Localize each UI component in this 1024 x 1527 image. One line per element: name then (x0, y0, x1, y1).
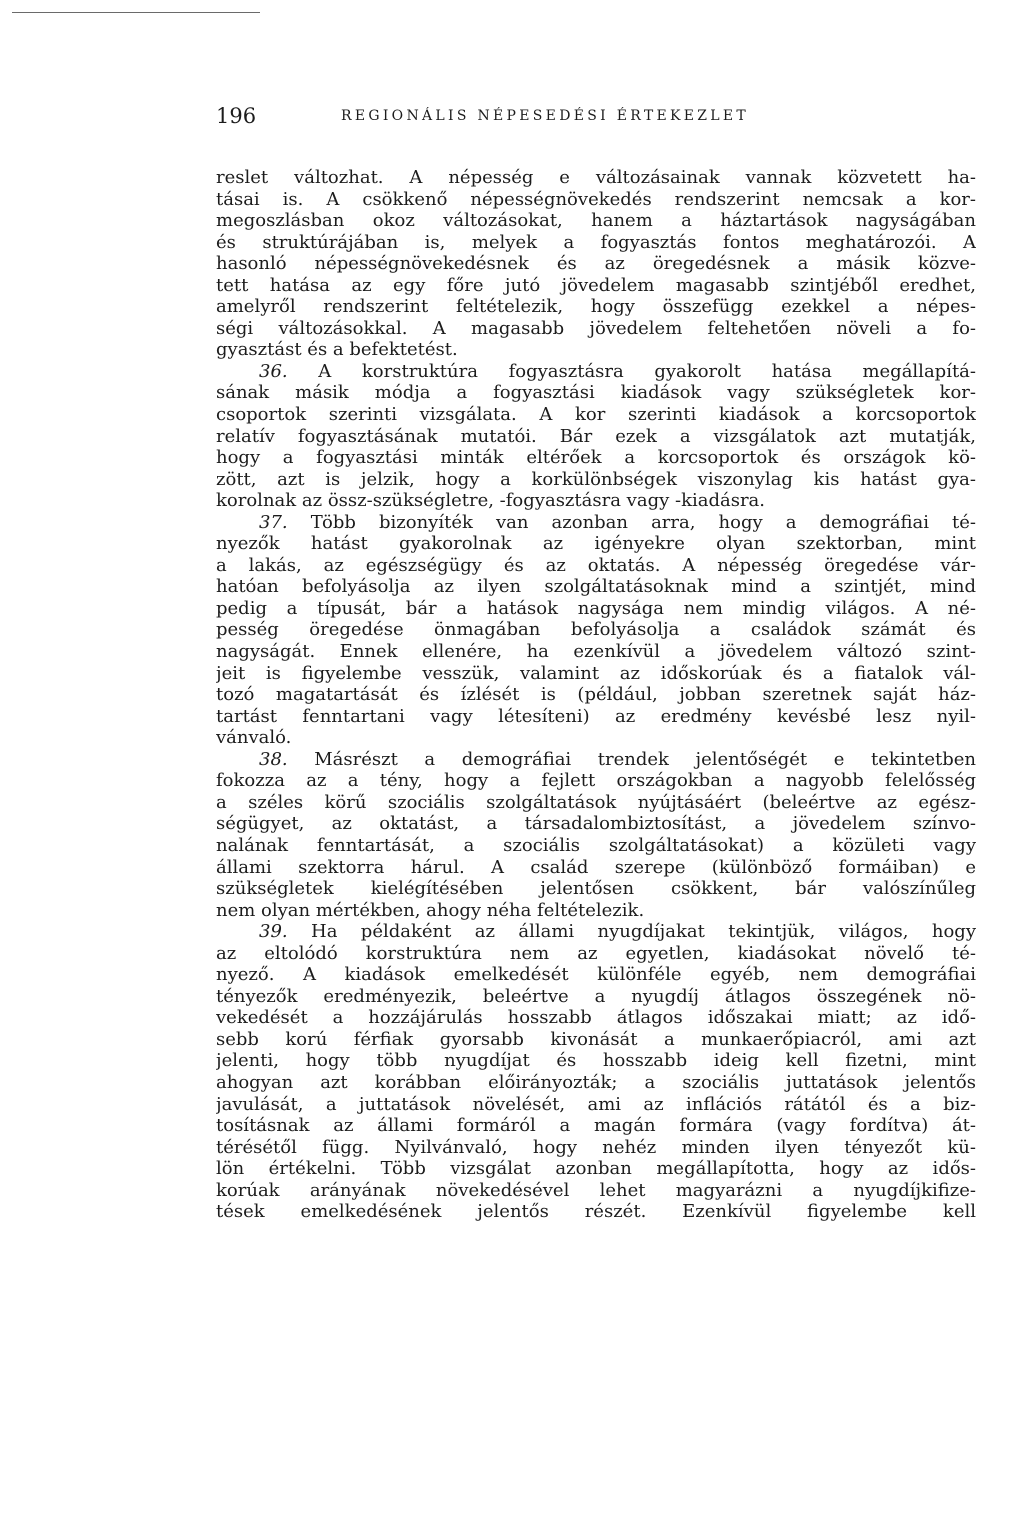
paragraph-number: 39. (259, 921, 288, 943)
line-text: jelenti, hogy több nyugdíjat és hosszabb ideig kell fizetni, mint (216, 1050, 976, 1072)
line-text: megoszlásban okoz változásokat, hanem a háztartások nagyságában (216, 210, 976, 232)
text-line (216, 469, 976, 491)
line-text: hasonló népességnövekedésnek és az öregedésnek a másik közve- (216, 253, 976, 275)
line-text: fokozza az a tény, hogy a fejlett országokban a nagyobb felelősség (216, 770, 976, 792)
text-line (216, 189, 976, 211)
text-line (216, 490, 976, 512)
text-line (216, 1201, 976, 1223)
line-text: szükségletek kielégítésében jelentősen csökkent, bár valószínűleg (216, 878, 976, 900)
line-text: A korstruktúra fogyasztásra gyakorolt hatása megállapítá- (287, 360, 976, 382)
line-text: az eltolódó korstruktúra nem az egyetlen, kiadásokat növelő té- (216, 942, 976, 964)
line-text: és struktúrájában is, melyek a fogyasztás fontos meghatározói. A (216, 231, 976, 253)
line-text: gyasztást és a befektetést. (216, 339, 458, 361)
text-line (216, 404, 976, 426)
line-text: ségi változásokkal. A magasabb jövedelem feltehetően növeli a fo- (216, 317, 976, 339)
line-text: Több bizonyíték van azonban arra, hogy a demográfiai té- (287, 511, 976, 533)
line-text: tések emelkedésének jelentős részét. Ezenkívül figyelembe kell (216, 1201, 976, 1223)
text-line (216, 318, 976, 340)
text-line (216, 1115, 976, 1137)
text-line (216, 1007, 976, 1029)
line-text: a széles körű szociális szolgáltatások nyújtásáért (beleértve az egész- (216, 791, 976, 813)
text-line (216, 1180, 976, 1202)
text-line (216, 210, 976, 232)
line-text: tosításnak az állami formáról a magán formára (vagy fordítva) át- (216, 1115, 976, 1137)
line-text: amelyről rendszerint feltételezik, hogy összefügg ezekkel a népes- (216, 296, 976, 318)
line-text: hogy a fogyasztási minták eltérőek a korcsoportok és országok kö- (216, 447, 976, 469)
text-line (216, 1158, 976, 1180)
text-line (216, 555, 976, 577)
text-line (216, 426, 976, 448)
line-text: vekedését a hozzájárulás hosszabb átlagos időszakai miatt; az idő- (216, 1007, 976, 1029)
paragraph-first-line (216, 512, 976, 534)
line-text: tényezők eredményezik, beleértve a nyugdíj átlagos összegének nö- (216, 985, 976, 1007)
line-text: csoportok szerinti vizsgálata. A kor szerinti kiadások a korcsoportok (216, 404, 976, 426)
line-text: tásai is. A csökkenő népességnövekedés rendszerint nemcsak a kor- (216, 188, 976, 210)
text-line (216, 382, 976, 404)
page-number: 196 (216, 104, 257, 128)
text-line (216, 964, 976, 986)
line-text: sának másik módja a fogyasztási kiadások vagy szükségletek kor- (216, 382, 976, 404)
text-line (216, 296, 976, 318)
text-line (216, 835, 976, 857)
line-text: korúak arányának növekedésével lehet magyarázni a nyugdíjkifize- (216, 1179, 976, 1201)
line-text: zött, azt is jelzik, hogy a korkülönbségek viszonylag kis hatást gya- (216, 468, 976, 490)
line-text: reslet változhat. A népesség e változásainak vannak közvetett ha- (216, 167, 976, 188)
line-text: nem olyan mértékben, ahogy néha feltételezik. (216, 899, 645, 921)
text-line (216, 1029, 976, 1051)
text-line (216, 663, 976, 685)
text-line (216, 232, 976, 254)
text-line (216, 1094, 976, 1116)
text-line (216, 1072, 976, 1094)
text-line (216, 1050, 976, 1072)
text-line (216, 339, 976, 361)
text-line (216, 253, 976, 275)
line-text: a lakás, az egészségügy és az oktatás. A népesség öregedése vár- (216, 554, 976, 576)
paragraph-number: 38. (259, 748, 288, 770)
text-line (216, 275, 976, 297)
text-line (216, 641, 976, 663)
line-text: térésétől függ. Nyilvánvaló, hogy nehéz minden ilyen tényezőt kü- (216, 1136, 976, 1158)
paragraph-number: 37. (259, 511, 288, 533)
text-line (216, 706, 976, 728)
text-line (216, 813, 976, 835)
text-line (216, 598, 976, 620)
line-text: ahogyan azt korábban előirányozták; a szociális juttatások jelentős (216, 1071, 976, 1093)
line-text: pesség öregedése önmagában befolyásolja a családok számát és (216, 619, 976, 641)
line-text: lön értékelni. Több vizsgálat azonban megállapította, hogy az idős- (216, 1158, 976, 1180)
text-line (216, 986, 976, 1008)
paragraph-number: 36. (259, 360, 288, 382)
top-rule (12, 12, 260, 13)
running-head-title: REGIONÁLIS NÉPESEDÉSI ÉRTEKEZLET (341, 108, 750, 124)
line-text: hatóan befolyásolja az ilyen szolgáltatásoknak mind a szintjét, mind (216, 576, 976, 598)
text-line (216, 792, 976, 814)
line-text: tartást fenntartani vagy létesíteni) az eredmény kevésbé lesz nyil- (216, 705, 976, 727)
text-line (216, 576, 976, 598)
paragraph-first-line (216, 921, 976, 943)
line-text: ségügyet, az oktatást, a társadalombiztosítást, a jövedelem színvo- (216, 813, 976, 835)
line-text: Ha példaként az állami nyugdíjakat tekintjük, világos, hogy (287, 921, 976, 943)
running-head (216, 102, 976, 132)
line-text: Másrészt a demográfiai trendek jelentőségét e tekintetben (287, 748, 976, 770)
line-text: korolnak az össz-szükségletre, -fogyasztásra vagy -kiadásra. (216, 490, 766, 512)
text-line (216, 900, 976, 922)
line-text: relatív fogyasztásának mutatói. Bár ezek a vizsgálatok azt mutatják, (216, 425, 976, 447)
text-line (216, 727, 976, 749)
line-text: nagyságát. Ennek ellenére, ha ezenkívül a jövedelem változó szint- (216, 641, 976, 663)
line-text: tozó magatartását és ízlését is (például, jobban szeretnek saját ház- (216, 684, 976, 706)
text-line (216, 878, 976, 900)
line-text: sebb korú férfiak gyorsabb kivonását a munkaerőpiacról, ami azt (216, 1028, 976, 1050)
line-text: pedig a típusát, bár a hatások nagysága nem mindig világos. A né- (216, 597, 976, 619)
paragraph-first-line (216, 361, 976, 383)
line-text: nalának fenntartását, a szociális szolgáltatásokat) a közületi vagy (216, 834, 976, 856)
text-line (216, 684, 976, 706)
text-line (216, 770, 976, 792)
body-text (216, 167, 976, 1223)
text-line (216, 1137, 976, 1159)
text-line (216, 857, 976, 879)
text-line (216, 619, 976, 641)
paragraph-first-line (216, 749, 976, 771)
line-text: állami szektorra hárul. A család szerepe (különböző formáiban) e (216, 856, 976, 878)
line-text: tett hatása az egy főre jutó jövedelem magasabb szintjéből eredhet, (216, 274, 976, 296)
line-text: jeit is figyelembe vesszük, valamint az időskorúak és a fiatalok vál- (216, 662, 976, 684)
line-text: nyezők hatást gyakorolnak az igényekre olyan szektorban, mint (216, 533, 976, 555)
line-text: vánvaló. (216, 727, 292, 749)
text-line (216, 447, 976, 469)
line-text: javulását, a juttatások növelését, ami az inflációs rátától és a biz- (216, 1093, 976, 1115)
line-text: nyező. A kiadások emelkedését különféle egyéb, nem demográfiai (216, 964, 976, 986)
text-line (216, 943, 976, 965)
text-line (216, 167, 976, 189)
text-line (216, 533, 976, 555)
